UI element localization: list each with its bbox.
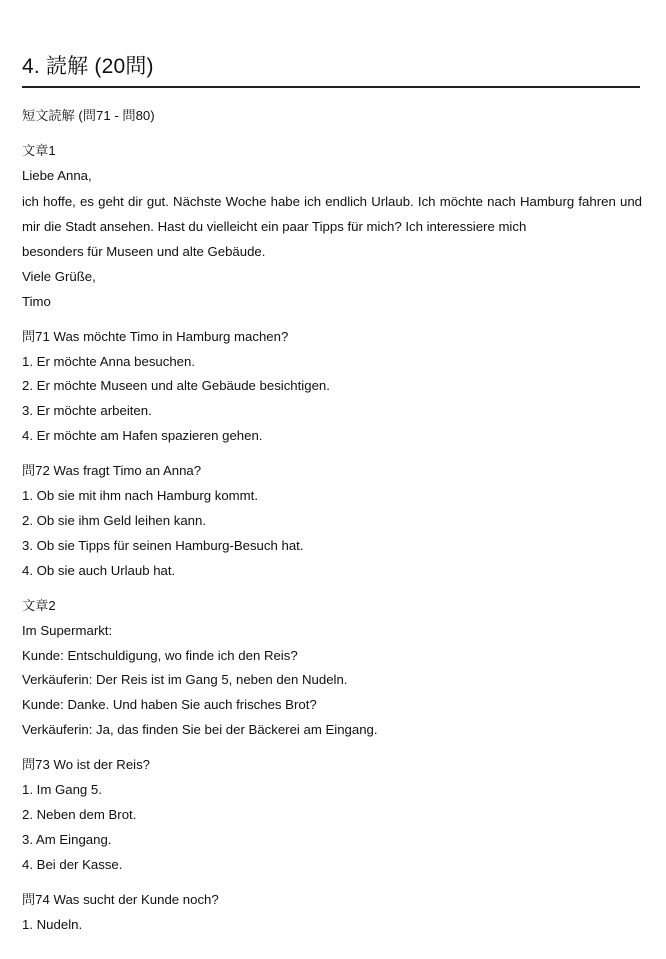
q73-option-2: 2. Neben dem Brot. [22,806,137,822]
q71-option-3: 3. Er möchte arbeiten. [22,403,152,419]
text2-label: 文章2 [22,597,56,613]
q72-option-3: 3. Ob sie Tipps für seinen Hamburg-Besuch hat. [22,537,304,553]
dialogue-line: Im Supermarkt: [22,622,113,638]
page-title: 4. 読解 (20問) [22,55,154,78]
letter-closing: Viele Grüße, [22,268,96,284]
dialogue-line: Verkäuferin: Ja, das finden Sie bei der Bäckerei am Eingang. [22,722,378,738]
section-subtitle: 短文読解 (問71 - 問80) [22,108,155,123]
q72-option-2: 2. Ob sie ihm Geld leihen kann. [22,512,206,528]
q72-option-1: 1. Ob sie mit ihm nach Hamburg kommt. [22,488,258,504]
q73-option-1: 1. Im Gang 5. [22,782,102,798]
q71-option-4: 4. Er möchte am Hafen spazieren gehen. [22,428,263,444]
q71-option-1: 1. Er möchte Anna besuchen. [22,353,196,369]
q71-option-2: 2. Er möchte Museen und alte Gebäude besichtigen. [22,378,330,394]
question-74: 問74 Was sucht der Kunde noch? [22,891,219,907]
dialogue-line: Kunde: Entschuldigung, wo finde ich den Reis? [22,647,298,663]
letter-body-end: besonders für Museen und alte Gebäude. [22,243,266,259]
q73-option-3: 3. Am Eingang. [22,831,112,847]
question-73: 問73 Wo ist der Reis? [22,757,151,773]
question-72: 問72 Was fragt Timo an Anna? [22,463,202,479]
letter-greeting: Liebe Anna, [22,167,92,183]
q73-option-4: 4. Bei der Kasse. [22,856,123,872]
text1-label: 文章1 [22,142,56,158]
q72-option-4: 4. Ob sie auch Urlaub hat. [22,562,176,578]
document-content [22,104,642,937]
q74-option-1: 1. Nudeln. [22,916,83,932]
dialogue-line: Verkäuferin: Der Reis ist im Gang 5, neben den Nudeln. [22,672,348,688]
question-71: 問71 Was möchte Timo in Hamburg machen? [22,328,289,344]
title-divider [22,86,640,88]
letter-sender: Timo [22,293,51,309]
letter-body: ich hoffe, es geht dir gut. Nächste Woche habe ich endlich Urlaub. Ich möchte nach Hamburg fahren und mir die Stadt ansehen. Hast du vielleicht ein paar Tipps für mich? Ich interessiere mich [22,193,642,235]
dialogue-line: Kunde: Danke. Und haben Sie auch frisches Brot? [22,697,317,713]
